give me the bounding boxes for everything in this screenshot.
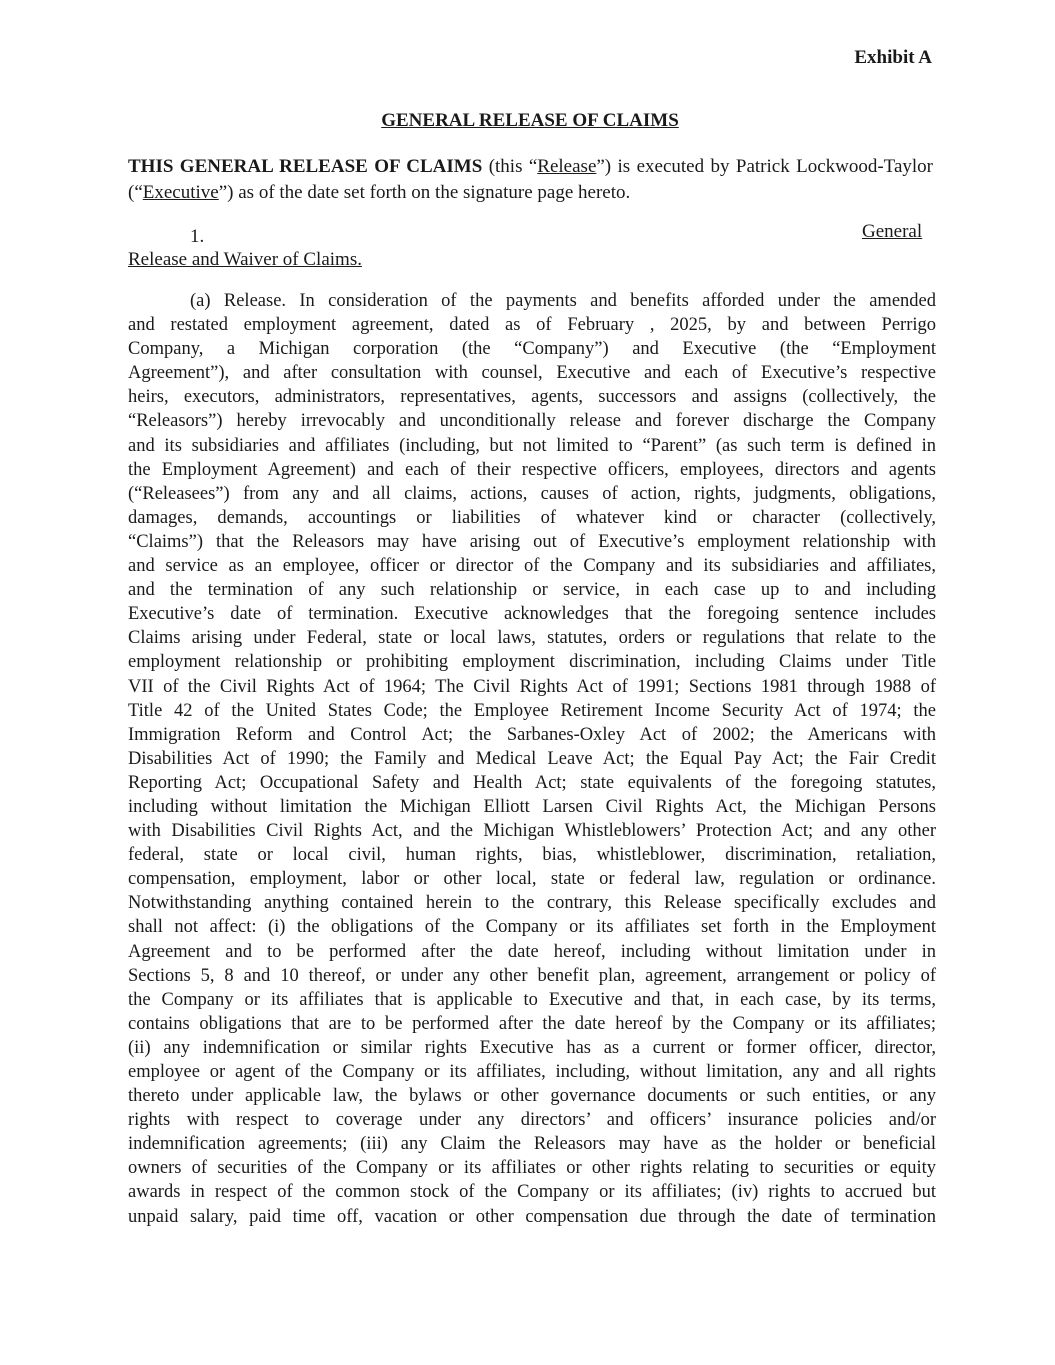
paragraph-a-line: contains obligations that are to be performed after the date hereof by the Company or its affiliates;	[128, 1013, 936, 1034]
paragraph-a-line: Executive’s date of termination. Executive acknowledges that the foregoing sentence includes	[128, 604, 936, 625]
paragraph-a-line: heirs, executors, administrators, representatives, agents, successors and assigns (collectively, the	[128, 387, 936, 408]
section-1-heading-part2: Release and Waiver of Claims.	[128, 249, 362, 270]
paragraph-a-line: with Disabilities Civil Rights Act, and the Michigan Whistleblowers’ Protection Act; and any other	[128, 821, 936, 842]
paragraph-a-line: federal, state or local civil, human rights, bias, whistleblower, discrimination, retaliation,	[128, 845, 936, 866]
release-term: Release	[537, 156, 597, 177]
paragraph-a-line: “Claims”) that the Releasors may have arising out of Executive’s employment relationship with	[128, 531, 936, 552]
paragraph-a-line: “Releasors”) hereby irrevocably and unconditionally release and forever discharge the Company	[128, 411, 936, 432]
paragraph-a-line: thereto under applicable law, the bylaws or other governance documents or such entities, or any	[128, 1086, 936, 1107]
intro-bold-lead: THIS GENERAL RELEASE OF CLAIMS	[128, 156, 483, 177]
paragraph-a-line: indemnification agreements; (iii) any Claim the Releasors may have as the holder or beneficial	[128, 1134, 936, 1155]
intro-paragraph	[128, 154, 933, 206]
paragraph-a-line: (“Releasees”) from any and all claims, actions, causes of action, rights, judgments, obligations,	[128, 483, 936, 504]
executive-term: Executive	[142, 182, 219, 203]
paragraph-a-line: awards in respect of the common stock of the Company or its affiliates; (iv) rights to accrued but	[128, 1182, 936, 1203]
paragraph-a-line: the Employment Agreement) and each of their respective officers, employees, directors and agents	[128, 459, 936, 480]
paragraph-a-line: damages, demands, accountings or liabilities of whatever kind or character (collectively,	[128, 507, 936, 528]
paragraph-a-line: and its subsidiaries and affiliates (including, but not limited to “Parent” (as such term is defined in	[128, 435, 936, 456]
paragraph-a-line: Agreement”), and after consultation with counsel, Executive and each of Executive’s respective	[128, 363, 936, 384]
paragraph-a-line: and restated employment agreement, dated as of February , 2025, by and between Perrigo	[128, 315, 936, 336]
intro-text-1: (this “	[482, 156, 538, 177]
paragraph-a-line: Claims arising under Federal, state or local laws, statutes, orders or regulations that relate to the	[128, 628, 936, 649]
intro-text-3: ”) as of the date set forth on the signature page hereto.	[218, 182, 631, 203]
intro-text-2: ”) is executed by Patrick Lockwood-Taylor (“	[128, 156, 934, 203]
paragraph-a-line: the Company or its affiliates that is applicable to Executive and that, in each case, by its terms,	[128, 989, 936, 1010]
paragraph-a-line: Disabilities Act of 1990; the Family and Medical Leave Act; the Equal Pay Act; the Fair Credit	[128, 748, 936, 769]
paragraph-a-line: employment relationship or prohibiting employment discrimination, including Claims under Title	[128, 652, 936, 673]
paragraph-a	[128, 289, 936, 1229]
section-1-heading-part1: General	[862, 221, 923, 242]
paragraph-a-line: Company, a Michigan corporation (the “Company”) and Executive (the “Employment	[128, 339, 936, 360]
paragraph-a-line: Reporting Act; Occupational Safety and Health Act; state equivalents of the foregoing statutes,	[128, 772, 936, 793]
paragraph-a-line: Notwithstanding anything contained herein to the contrary, this Release specifically excludes and	[128, 893, 936, 914]
paragraph-a-line: unpaid salary, paid time off, vacation or other compensation due through the date of termination	[128, 1206, 936, 1227]
paragraph-a-line: employee or agent of the Company or its affiliates, including, without limitation, any and all rights	[128, 1062, 936, 1082]
paragraph-a-line: shall not affect: (i) the obligations of the Company or its affiliates set forth in the Employment	[128, 917, 936, 938]
paragraph-a-line: Agreement and to be performed after the date hereof, including without limitation under in	[128, 941, 936, 962]
paragraph-a-line: owners of securities of the Company or its affiliates or other rights relating to securities or equity	[128, 1158, 936, 1179]
paragraph-a-line: including without limitation the Michigan Elliott Larsen Civil Rights Act, the Michigan Persons	[128, 796, 936, 817]
paragraph-a-line: (ii) any indemnification or similar rights Executive has as a current or former officer, director,	[128, 1037, 936, 1058]
section-1-number: 1.	[190, 226, 205, 247]
paragraph-a-line: rights with respect to coverage under any directors’ and officers’ insurance policies and/or	[128, 1110, 936, 1131]
paragraph-a-line: (a) Release. In consideration of the payments and benefits afforded under the amended	[190, 291, 936, 311]
exhibit-label: Exhibit A	[854, 47, 932, 68]
paragraph-a-line: compensation, employment, labor or other local, state or federal law, regulation or ordinance.	[128, 869, 936, 890]
paragraph-a-line: Immigration Reform and Control Act; the Sarbanes-Oxley Act of 2002; the Americans with	[128, 724, 936, 745]
paragraph-a-line: Title 42 of the United States Code; the Employee Retirement Income Security Act of 1974; the	[128, 700, 936, 721]
paragraph-a-line: VII of the Civil Rights Act of 1964; The Civil Rights Act of 1991; Sections 1981 through 1988 of	[128, 676, 936, 697]
paragraph-a-line: and service as an employee, officer or director of the Company and its subsidiaries and affiliates,	[128, 556, 936, 577]
paragraph-a-line: and the termination of any such relationship or service, in each case up to and including	[128, 580, 936, 601]
paragraph-a-line: Sections 5, 8 and 10 thereof, or under any other benefit plan, agreement, arrangement or policy of	[128, 965, 936, 986]
document-title: GENERAL RELEASE OF CLAIMS	[381, 110, 679, 131]
